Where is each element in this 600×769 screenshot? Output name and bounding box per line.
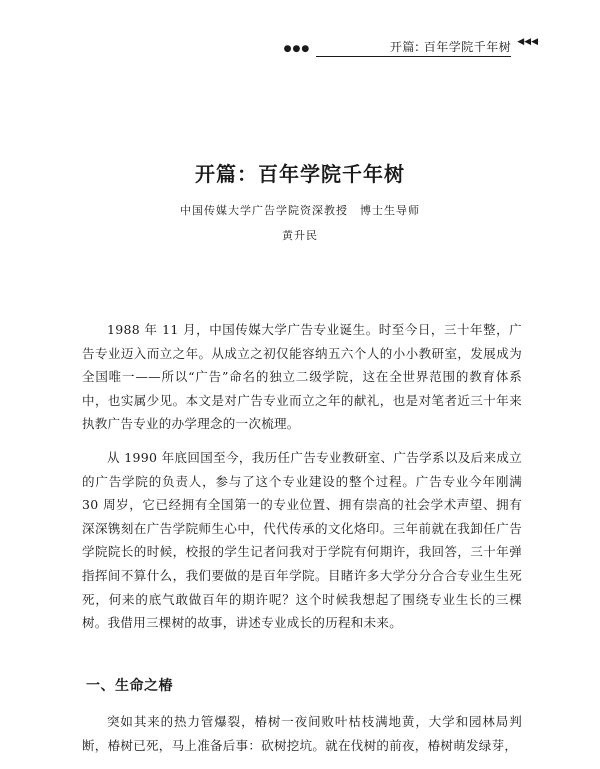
- section-paragraph: 突如其来的热力管爆裂，椿树一夜间败叶枯枝满地黄，大学和园林局判断，椿树已死，马上准备后事：砍树挖坑。就在伐树的前夜，椿树萌发绿芽，: [82, 714, 522, 753]
- header-rule: [316, 56, 511, 57]
- author-affiliation: 中国传媒大学广告学院资深教授 博士生导师: [180, 204, 420, 217]
- chapter-title: 开篇：百年学院千年树: [195, 162, 405, 186]
- header-chapter-title: 开篇: 百年学院千年树: [389, 40, 512, 54]
- header-arrows-ornament: ◀◀◀: [517, 37, 538, 47]
- author-name: 黄升民: [282, 229, 318, 242]
- running-header: [284, 38, 538, 57]
- header-title-block: [316, 38, 511, 57]
- body-paragraph-1: 1988 年 11 月，中国传媒大学广告专业诞生。时至今日，三十年整，广告专业迈入而立之年。从成立之初仅能容纳五六个人的小小教研室，发展成为全国唯一——所以“广告”命名的独立二级学院，这在全世界范围的教育体系中，也实属少见。本文是对广告专业而立之年的献礼，也是对笔者近三十年来执教广告专业的办学理念的一次梳理。: [82, 322, 522, 432]
- body-paragraph-2: 从 1990 年底回国至今，我历任广告专业教研室、广告学系以及后来成立的广告学院的负责人，参与了这个专业建设的整个过程。广告专业今年刚满 30 周岁，它已经拥有全国第一的专业位置、拥有崇高的社会学术声望、拥有深深镌刻在广告学院师生心中，代代传承的文化烙印。三年前就在我卸任广告学院院长的时候，校报的学生记者问我对于学院有何期许，我回答，三十年弹指挥间不算什么，我们要做的是百年学院。目睹许多大学分分合合专业生生死死，何来的底气敢做百年的期许呢？这个时候我想起了围绕专业生长的三棵树。我借用三棵树的故事，讲述专业成长的历程和未来。: [82, 450, 522, 631]
- header-dots-ornament: ●●●: [283, 44, 311, 54]
- section-heading: 一、生命之椿: [86, 678, 173, 694]
